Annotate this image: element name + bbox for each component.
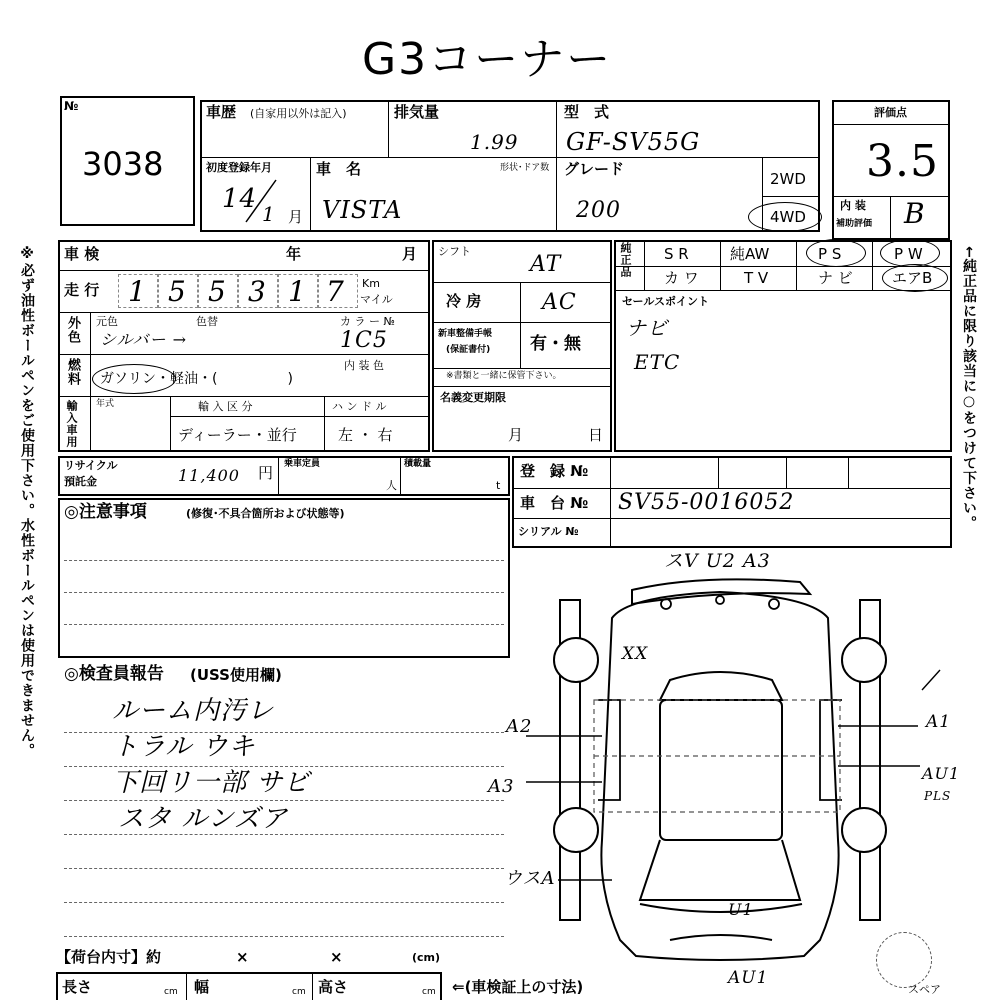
genuine-ps-circle	[806, 239, 866, 267]
notes-label: ◎注意事項	[64, 502, 147, 522]
inspection-month-unit: 月	[402, 245, 418, 263]
car-name-value: VISTA	[322, 196, 403, 224]
fuel-options: ガソリン・軽油・( )	[100, 371, 293, 387]
grade-label: グレード	[564, 160, 625, 178]
score-value: 3.5	[866, 136, 939, 187]
original-color-value: シルバー →	[100, 330, 187, 349]
repaint-color-label: 色替	[196, 315, 218, 328]
mark-right-front: A1	[926, 712, 952, 732]
cargo-length-label: 長さ	[62, 978, 93, 996]
first-registration-label: 初度登録年月	[206, 161, 272, 174]
cargo-height-label: 高さ	[318, 978, 349, 996]
color-no-value: 1C5	[340, 328, 388, 353]
model-code-value: GF-SV55G	[566, 128, 701, 156]
spare-label: スペア	[908, 983, 941, 996]
recycle-label-1: リサイクル	[64, 459, 118, 472]
inspector-line-1: ルーム内汚レ	[112, 696, 275, 726]
model-code-label: 型 式	[564, 103, 610, 121]
handle-label: ハ ン ド ル	[332, 400, 387, 413]
genuine-item-sr: S R	[664, 245, 689, 263]
interior-label: 内 装	[840, 199, 866, 212]
import-year-label: 年式	[96, 399, 115, 409]
shift-label: シフト	[438, 245, 471, 258]
lot-number: 3038	[82, 145, 164, 183]
cargo-label: 【荷台内寸】約	[56, 948, 162, 966]
first-registration-month: 1	[262, 202, 276, 226]
genuine-side-label: 純正品	[619, 242, 632, 278]
sheet-title: G3コーナー	[362, 34, 613, 85]
name-change-day-unit: 日	[588, 426, 604, 444]
mileage-digit-1: 1	[128, 275, 147, 308]
cargo-height-unit: cm	[422, 987, 436, 997]
shift-value: AT	[530, 252, 562, 277]
maintenance-note: ※書類と一緒に保管下さい。	[446, 371, 562, 381]
history-label: 車歴	[206, 103, 237, 121]
mileage-label: 走 行	[64, 281, 100, 299]
import-category-label: 輸 入 区 分	[198, 400, 253, 413]
inspector-line-4: スタ ルンズア	[118, 804, 288, 834]
cargo-width-unit: cm	[292, 987, 306, 997]
capacity-unit: 人	[386, 479, 397, 492]
serial-no-label: シリアル №	[518, 525, 579, 538]
genuine-item-kawa: カ ワ	[664, 269, 699, 287]
inspection-year-unit: 年	[286, 245, 302, 263]
inspector-line-3: 下回リ一部 サビ	[112, 768, 311, 798]
recycle-value: 11,400	[178, 466, 240, 485]
genuine-item-navi: ナ ビ	[818, 269, 853, 287]
mileage-unit-mile: マイル	[360, 293, 393, 306]
notes-box	[58, 498, 510, 658]
fuel-selected-circle	[92, 364, 176, 394]
history-note: (自家用以外は記入)	[250, 107, 347, 120]
sales-points-label: セールスポイント	[622, 295, 710, 308]
mileage-digit-5: 1	[288, 275, 307, 308]
genuine-airbag-circle	[882, 264, 948, 292]
car-name-label: 車 名	[316, 160, 362, 178]
mark-rear-below: AU1	[728, 968, 769, 988]
inspector-line-2: トラル ウキ	[112, 732, 256, 762]
interior-color-label: 内 装 色	[344, 359, 384, 372]
cargo-note: ⇐(車検証上の寸法)	[452, 978, 584, 996]
mark-top: スV U2 A3	[664, 550, 771, 572]
cargo-unit: (cm)	[412, 951, 441, 964]
spare-tire-circle	[876, 932, 932, 988]
chassis-no-value: SV55-0016052	[618, 490, 795, 515]
drive-4wd-circle	[748, 202, 822, 232]
displacement-label: 排気量	[394, 103, 440, 121]
cargo-width-label: 幅	[194, 978, 210, 996]
aircon-label: 冷 房	[446, 292, 482, 310]
lot-number-corner-mark: №	[64, 99, 79, 113]
import-category-options: ディーラー・並行	[178, 426, 297, 444]
drive-4wd: 4WD	[770, 208, 806, 226]
aircon-value: AC	[542, 290, 577, 315]
drive-2wd: 2WD	[770, 170, 806, 188]
mileage-digit-6: 7	[326, 275, 345, 308]
genuine-item-pw: P W	[894, 245, 923, 263]
notes-sub-label: (修復･不具合箇所および状態等)	[186, 507, 345, 520]
interior-sub-label: 補助評価	[836, 219, 873, 229]
mileage-digit-2: 5	[168, 275, 187, 308]
exterior-side-label: 外色	[65, 316, 80, 344]
sales-point-2: ETC	[634, 350, 681, 374]
maintenance-label-1: 新車整備手帳	[438, 329, 493, 339]
load-label: 積載量	[404, 459, 432, 469]
genuine-item-airbag: エアB	[892, 269, 933, 287]
cargo-dimension-row	[56, 972, 442, 1000]
right-side-note: ←純正品に限り該当に○をつけて下さい。	[961, 246, 977, 531]
first-registration-month-unit: 月	[288, 208, 304, 226]
genuine-pw-circle	[880, 239, 940, 267]
genuine-item-tv: T V	[744, 269, 769, 287]
capacity-label: 乗車定員	[284, 459, 321, 469]
name-change-month-unit: 月	[508, 426, 524, 444]
maintenance-label-2: (保証書付)	[446, 345, 491, 355]
cargo-times-1: ×	[236, 948, 249, 966]
registration-slash	[236, 176, 286, 226]
load-unit: t	[496, 479, 501, 492]
chassis-no-label: 車 台 №	[520, 494, 589, 512]
original-color-label: 元色	[96, 315, 118, 328]
grade-value: 200	[576, 198, 621, 223]
inspector-label: ◎検査員報告	[64, 664, 164, 684]
left-side-note: ※必ず油性ボールペンをご使用下さい。水性ボールペンは使用できません。	[19, 246, 35, 758]
registration-no-label: 登 録 №	[520, 462, 589, 480]
body-door-label: 形状･ドア数	[500, 163, 550, 173]
displacement-value: 1.99	[470, 130, 519, 154]
cargo-times-2: ×	[330, 948, 343, 966]
color-no-label: カ ラ ー №	[340, 315, 395, 328]
mileage-digit-3: 5	[208, 275, 227, 308]
maintenance-options: 有・無	[530, 334, 581, 354]
mark-right-door: AU1	[922, 764, 961, 783]
cargo-length-unit: cm	[164, 987, 178, 997]
mark-left-door-rear: A3	[488, 776, 515, 797]
name-change-label: 名義変更期限	[440, 391, 506, 404]
inspector-sub-label: (USS使用欄)	[190, 666, 282, 684]
genuine-item-aw: 純AW	[730, 245, 770, 263]
lot-number-box	[60, 96, 195, 226]
mark-rear-bottom: U1	[728, 900, 754, 919]
inspection-label: 車 検	[64, 245, 100, 263]
first-registration-year: 14	[222, 184, 258, 214]
score-label: 評価点	[874, 106, 907, 119]
mileage-digit-4: 3	[248, 275, 267, 308]
mark-left-door-front: A2	[506, 716, 533, 737]
interior-score-value: B	[904, 197, 926, 230]
handle-options: 左 ・ 右	[338, 426, 393, 444]
mark-front-left: XX	[622, 644, 649, 664]
mark-right-door-sub: PLS	[924, 789, 952, 803]
recycle-unit: 円	[258, 464, 274, 482]
fuel-side-label: 燃料	[65, 358, 80, 386]
mileage-unit-km: Km	[362, 277, 380, 290]
import-side-label: 輸入車用	[65, 400, 78, 448]
mark-left-rear: ウスA	[504, 868, 556, 889]
sales-point-1: ナビ	[626, 316, 668, 340]
recycle-label-2: 預託金	[64, 475, 97, 488]
genuine-item-ps: P S	[818, 245, 842, 263]
